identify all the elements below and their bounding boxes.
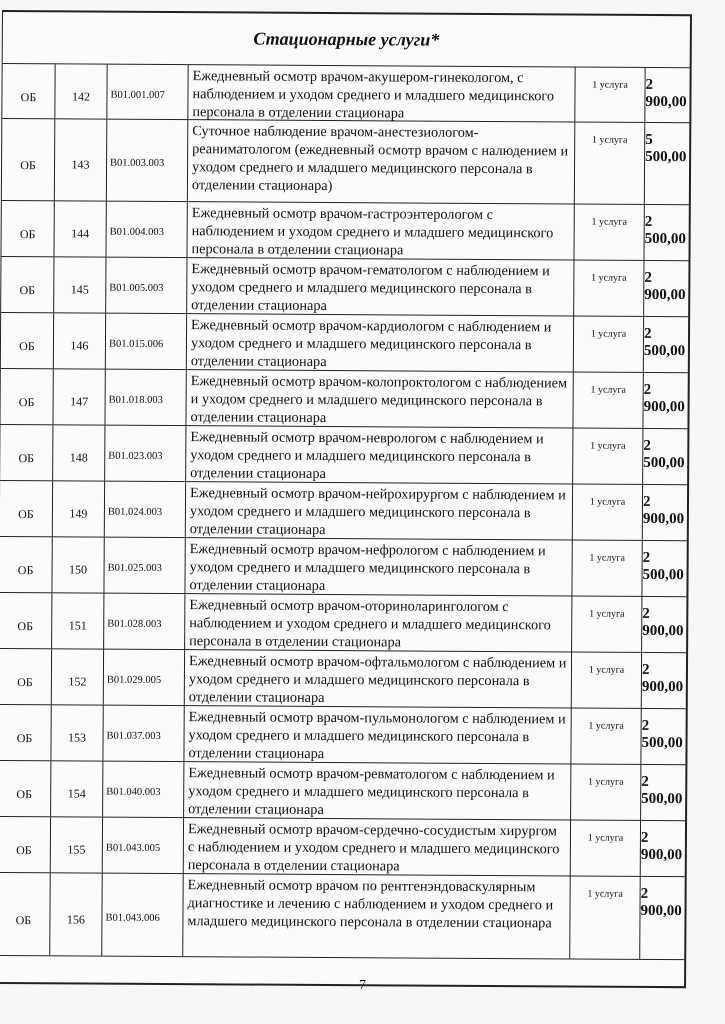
section-title: Стационарные услуги*	[3, 12, 690, 68]
table-row	[0, 369, 687, 429]
table-row	[0, 481, 687, 541]
service-name: Ежедневный осмотр врачом-нейрохирургом с наблюдением и уходом среднего и младшего медицинского персонала в отделении стационара	[186, 482, 573, 539]
service-code: B01.037.003	[103, 706, 184, 761]
unit-of-measure: 1 услуга	[571, 764, 641, 819]
service-code: B01.003.003	[107, 120, 188, 201]
unit-of-measure: 1 услуга	[575, 123, 645, 204]
service-rows	[0, 64, 690, 960]
service-name: Ежедневный осмотр врачом-акушером-гинекологом, с наблюдением и уходом среднего и младшего медицинского персонала в отделении стационара	[188, 65, 575, 121]
service-code: B01.004.003	[106, 202, 187, 257]
funding-source: ОБ	[1, 201, 54, 256]
service-code: B01.043.005	[103, 818, 184, 873]
row-number: 149	[53, 481, 105, 536]
service-name: Ежедневный осмотр врачом-кардиологом с наблюдением и уходом среднего и младшего медицинского персонала в отделении стационара	[187, 314, 574, 371]
row-number: 142	[55, 64, 107, 118]
service-price: 2 900,00	[641, 661, 684, 696]
table-row	[0, 425, 687, 485]
row-number: 154	[51, 761, 103, 816]
funding-source: ОБ	[0, 537, 53, 592]
table-row	[0, 873, 685, 960]
service-price: 2 500,00	[643, 437, 685, 472]
service-price: 2 500,00	[643, 325, 686, 360]
table-row	[2, 119, 689, 205]
table-row	[0, 537, 687, 597]
service-name: Ежедневный осмотр врачом-гематологом с наблюдением и уходом среднего и младшего медицинского персонала в отделении стационара	[187, 258, 574, 315]
service-price: 2 900,00	[640, 829, 683, 864]
service-code: B01.040.003	[103, 762, 184, 817]
price-list-table	[0, 10, 692, 988]
service-code: B01.005.003	[106, 258, 187, 313]
unit-of-measure: 1 услуга	[572, 596, 642, 651]
page-number: 7	[359, 978, 366, 993]
service-name: Ежедневный осмотр врачом-оториноларингологом с наблюдением и уходом среднего и младшего медицинского персонала в отделении стационара	[185, 594, 572, 651]
funding-source: ОБ	[0, 649, 52, 704]
service-name: Ежедневный осмотр врачом-гастроэнтерологом с наблюдением и уходом среднего и младшего медицинского персонала в отделении стационара	[187, 202, 574, 259]
row-number: 146	[54, 313, 106, 368]
unit-of-measure: 1 услуга	[573, 484, 643, 539]
table-row	[1, 313, 688, 373]
service-price: 5 500,00	[645, 131, 687, 166]
service-code: B01.025.003	[104, 538, 185, 593]
funding-source: ОБ	[2, 64, 55, 118]
row-number: 144	[54, 201, 106, 256]
unit-of-measure: 1 услуга	[573, 372, 643, 427]
service-name: Ежедневный осмотр врачом-пульмонологом с наблюдением и уходом среднего и младшего медицинского персонала в отделении стационара	[184, 706, 571, 763]
service-price: 2 500,00	[644, 213, 686, 248]
row-number: 155	[51, 817, 103, 872]
service-code: B01.001.007	[107, 65, 188, 119]
service-name: Ежедневный осмотр врачом-ревматологом с наблюдением и уходом среднего и младшего медицинского персонала в отделении стационара	[184, 762, 571, 819]
funding-source: ОБ	[2, 119, 55, 200]
service-price: 2 500,00	[641, 773, 683, 808]
unit-of-measure: 1 услуга	[574, 261, 644, 316]
service-price: 2 900,00	[640, 885, 682, 920]
service-name: Ежедневный осмотр врачом-сердечно-сосудистым хирургом с наблюдением и уходом среднего и младшего медицинского персонала в отделении стационара	[184, 818, 571, 875]
service-price: 2 900,00	[643, 381, 685, 416]
service-price: 2 900,00	[642, 493, 685, 528]
table-row	[0, 817, 685, 877]
funding-source: ОБ	[0, 705, 52, 760]
row-number: 145	[54, 257, 106, 312]
service-code: B01.024.003	[105, 482, 186, 537]
row-number: 150	[52, 537, 104, 592]
row-number: 152	[52, 649, 104, 704]
unit-of-measure: 1 услуга	[570, 876, 640, 958]
service-code: B01.018.003	[105, 370, 186, 425]
unit-of-measure: 1 услуга	[574, 205, 644, 260]
table-row	[1, 201, 688, 261]
row-number: 143	[55, 119, 107, 200]
funding-source: ОБ	[1, 313, 54, 368]
table-row	[0, 761, 685, 821]
service-code: B01.015.006	[106, 314, 187, 369]
table-row	[0, 649, 686, 709]
service-name: Ежедневный осмотр врачом-неврологом с наблюдением и уходом среднего и младшего медицинского персонала в отделении стационара	[186, 426, 573, 483]
unit-of-measure: 1 услуга	[572, 652, 642, 707]
service-code: B01.028.003	[104, 594, 185, 649]
funding-source: ОБ	[1, 257, 54, 312]
unit-of-measure: 1 услуга	[573, 428, 643, 483]
service-price: 2 900,00	[644, 269, 686, 304]
table-row	[1, 257, 688, 317]
service-code: B01.029.005	[104, 650, 185, 705]
service-price: 2 900,00	[645, 76, 687, 111]
service-name: Ежедневный осмотр врачом по рентгенэндоваскулярным диагностике и лечению с наблюдением и уходом среднего и младшего медицинского персонала в отделении стационара	[183, 874, 570, 958]
service-code: B01.023.003	[105, 426, 186, 481]
unit-of-measure: 1 услуга	[572, 540, 642, 595]
row-number: 156	[50, 873, 102, 955]
unit-of-measure: 1 услуга	[571, 820, 641, 875]
unit-of-measure: 1 услуга	[571, 708, 641, 763]
service-name: Ежедневный осмотр врачом-нефрологом с наблюдением и уходом среднего и младшего медицинского персонала в отделении стационара	[185, 538, 572, 595]
service-name: Ежедневный осмотр врачом-офтальмологом с наблюдением и уходом среднего и младшего медицинского персонала в отделении стационара	[185, 650, 572, 707]
funding-source: ОБ	[0, 425, 53, 480]
funding-source: ОБ	[0, 369, 53, 424]
funding-source: ОБ	[0, 817, 51, 872]
row-number: 147	[53, 369, 105, 424]
table-row	[2, 64, 689, 123]
table-row	[0, 705, 686, 765]
unit-of-measure: 1 услуга	[574, 317, 644, 372]
service-price: 2 900,00	[642, 605, 684, 640]
table-row	[0, 593, 686, 653]
unit-of-measure: 1 услуга	[575, 68, 645, 122]
row-number: 151	[52, 593, 104, 648]
service-name: Суточное наблюдение врачом-анестезиологом-реаниматологом (ежедневный осмотр врачом с налюдением и уходом среднего и младшего медицинского персонала в отделении стационара)	[188, 120, 575, 203]
service-name: Ежедневный осмотр врачом-колопроктологом с наблюдением и уходом среднего и младшего медицинского персонала в отделении стационара	[186, 370, 573, 427]
service-price: 2 500,00	[641, 717, 683, 752]
service-price: 2 500,00	[642, 549, 684, 584]
service-code: B01.043.006	[102, 874, 183, 956]
funding-source: ОБ	[0, 873, 51, 955]
row-number: 148	[53, 425, 105, 480]
row-number: 153	[51, 705, 103, 760]
funding-source: ОБ	[0, 593, 52, 648]
funding-source: ОБ	[0, 761, 51, 816]
funding-source: ОБ	[0, 481, 53, 536]
